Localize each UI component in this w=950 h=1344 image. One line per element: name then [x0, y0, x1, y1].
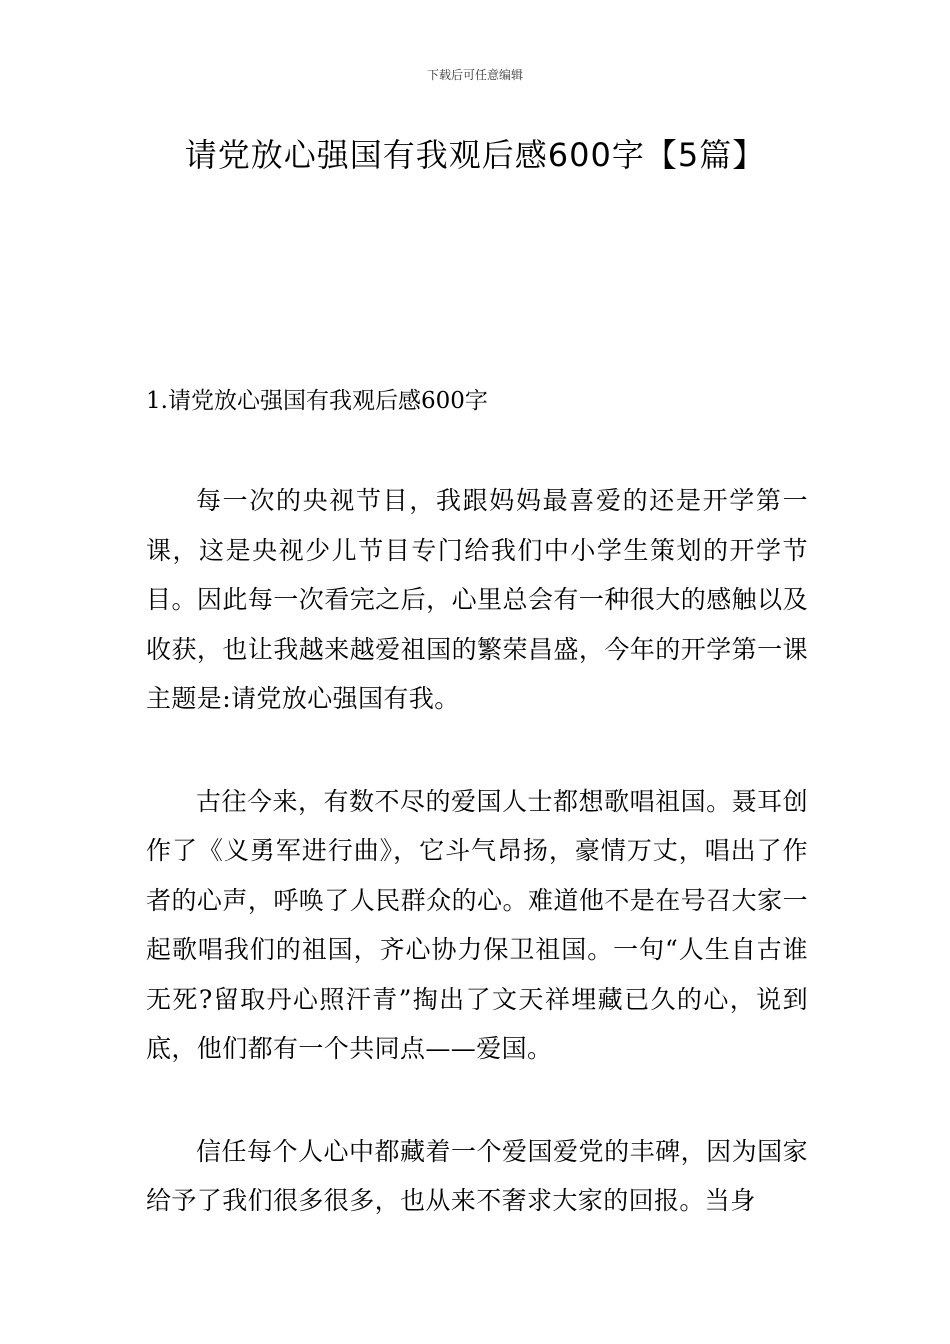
section-heading: 1.请党放心强国有我观后感600字	[146, 388, 488, 414]
document-body	[146, 476, 808, 1279]
header-note: 下载后可任意编辑	[426, 68, 523, 82]
document-title: 请党放心强国有我观后感600字【5篇】	[184, 136, 766, 174]
paragraph: 每一次的央视节目，我跟妈妈最喜爱的还是开学第一课，这是央视少儿节目专门给我们中小学生策划的开学节目。因此每一次看完之后，心里总会有一种很大的感触以及收获，也让我越来越爱祖国的繁荣昌盛，今年的开学第一课主题是:请党放心强国有我。	[146, 486, 808, 713]
paragraph: 古往今来，有数不尽的爱国人士都想歌唱祖国。聂耳创作了《义勇军进行曲》，它斗气昂扬，豪情万丈，唱出了作者的心声，呼唤了人民群众的心。难道他不是在号召大家一起歌唱我们的祖国，齐心协力保卫祖国。一句“人生自古谁无死?留取丹心照汗青”掏出了文天祥埋藏已久的心，说到底，他们都有一个共同点——爱国。	[146, 786, 808, 1063]
paragraph: 信任每个人心中都藏着一个爱国爱党的丰碑，因为国家给予了我们很多很多，也从来不奢求大家的回报。当身	[146, 1136, 808, 1215]
